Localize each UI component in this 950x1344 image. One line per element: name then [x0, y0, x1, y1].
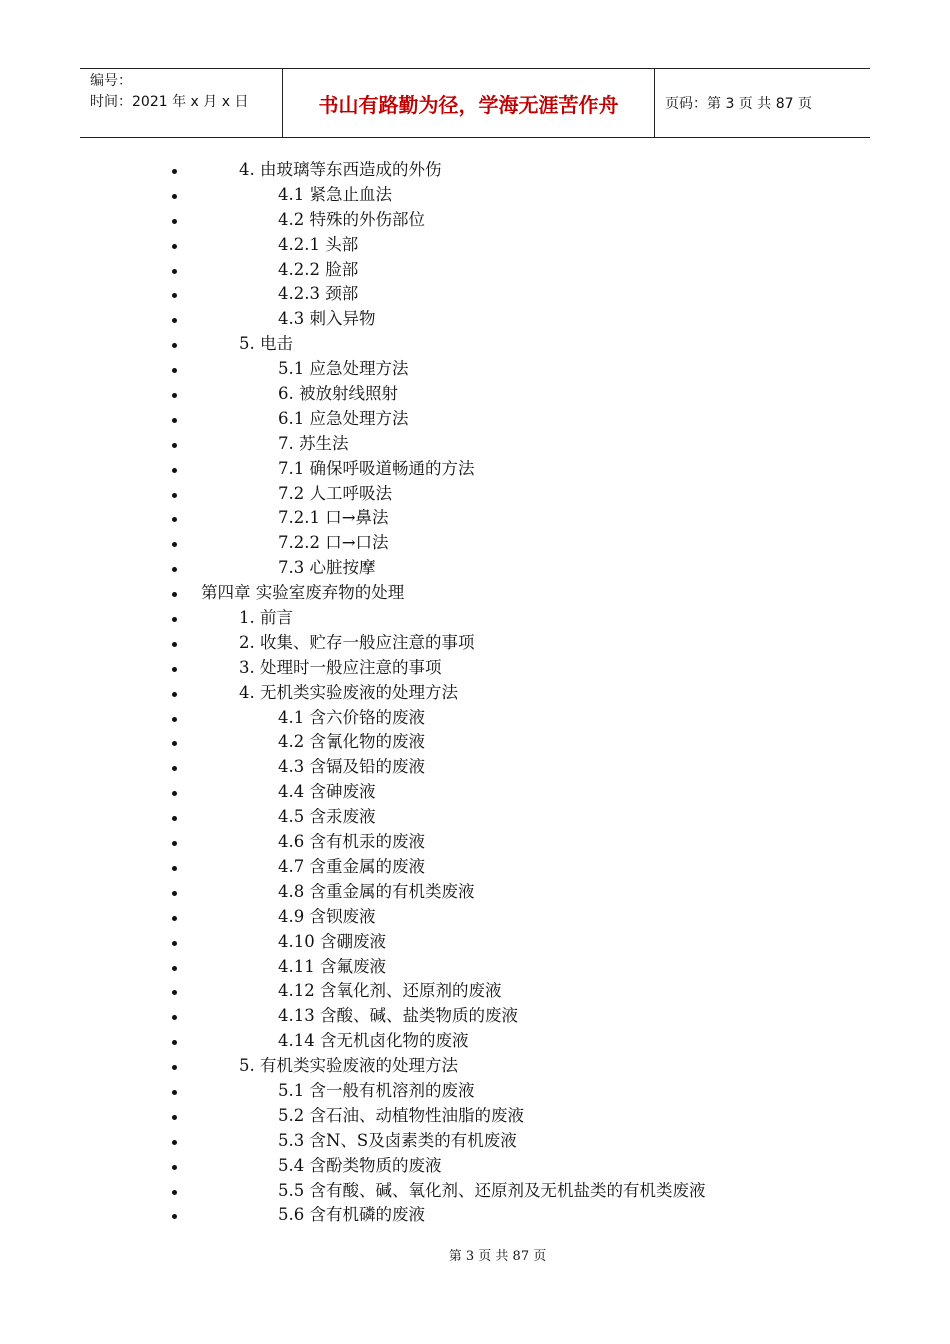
- toc-item-label: 4.10 含硼废液: [278, 931, 386, 951]
- toc-item-label: 6. 被放射线照射: [278, 384, 398, 404]
- bullet-icon: [172, 1090, 177, 1095]
- toc-item-label: 6.1 应急处理方法: [278, 408, 409, 428]
- bullet-icon: [172, 368, 177, 373]
- bullet-icon: [172, 468, 177, 473]
- bullet-icon: [172, 418, 177, 423]
- bullet-icon: [172, 567, 177, 572]
- toc-item: [0, 979, 950, 1004]
- header-meta: [80, 69, 283, 137]
- toc-item: [0, 307, 950, 332]
- toc-item-label: 5.3 含N、S及卤素类的有机废液: [278, 1130, 517, 1150]
- toc-item: [0, 432, 950, 457]
- bullet-icon: [172, 966, 177, 971]
- page-footer: 第 3 页 共 87 页: [448, 1249, 547, 1264]
- toc-item: [0, 506, 950, 531]
- toc-item: [0, 606, 950, 631]
- bullet-icon: [172, 318, 177, 323]
- toc-item-label: 4.5 含汞废液: [278, 807, 376, 827]
- bullet-icon: [172, 717, 177, 722]
- toc-item: [0, 1203, 950, 1228]
- toc-item-label: 4.4 含砷废液: [278, 782, 376, 802]
- toc-item-label: 4.7 含重金属的废液: [278, 856, 425, 876]
- toc-item-label: 4.2 含氰化物的废液: [278, 732, 425, 752]
- bullet-icon: [172, 443, 177, 448]
- toc-item: [0, 1054, 950, 1079]
- bullet-icon: [172, 941, 177, 946]
- toc-item: [0, 955, 950, 980]
- bullet-icon: [172, 542, 177, 547]
- toc-item-label: 4.8 含重金属的有机类废液: [278, 881, 475, 901]
- toc-item-label: 5. 有机类实验废液的处理方法: [239, 1056, 458, 1076]
- bullet-icon: [172, 169, 177, 174]
- toc-item-label: 3. 处理时一般应注意的事项: [239, 657, 442, 677]
- toc-item-label: 4.2.1 头部: [278, 234, 359, 254]
- bullet-icon: [172, 1040, 177, 1045]
- bullet-icon: [172, 990, 177, 995]
- header-page-info: 页码：第 3 页 共 87 页: [665, 96, 812, 112]
- bullet-icon: [172, 493, 177, 498]
- bullet-icon: [172, 1065, 177, 1070]
- bullet-icon: [172, 194, 177, 199]
- toc-item: [0, 1079, 950, 1104]
- document-time-label: 时间：2021 年 x 月 x 日: [90, 94, 249, 110]
- bullet-icon: [172, 1214, 177, 1219]
- bullet-icon: [172, 692, 177, 697]
- toc-item-label: 4.2.2 脸部: [278, 259, 359, 279]
- toc-item-label: 1. 前言: [239, 608, 293, 628]
- bullet-icon: [172, 841, 177, 846]
- toc-item: [0, 930, 950, 955]
- toc-item-label: 7.1 确保呼吸道畅通的方法: [278, 458, 475, 478]
- bullet-icon: [172, 517, 177, 522]
- toc-item: [0, 581, 950, 606]
- toc-item: [0, 482, 950, 507]
- toc-item: [0, 332, 950, 357]
- bullet-icon: [172, 1190, 177, 1195]
- toc-item: [0, 208, 950, 233]
- bullet-icon: [172, 1165, 177, 1170]
- bullet-icon: [172, 741, 177, 746]
- toc-item: [0, 258, 950, 283]
- toc-item: [0, 183, 950, 208]
- bullet-icon: [172, 766, 177, 771]
- toc-item-label: 4.6 含有机汞的废液: [278, 832, 425, 852]
- bullet-icon: [172, 617, 177, 622]
- bullet-icon: [172, 293, 177, 298]
- bullet-icon: [172, 816, 177, 821]
- bullet-icon: [172, 642, 177, 647]
- bullet-icon: [172, 244, 177, 249]
- document-number-label: 编号：: [90, 73, 132, 89]
- toc-item: [0, 357, 950, 382]
- toc-item: [0, 1179, 950, 1204]
- toc-item-label: 7.2.1 口→鼻法: [278, 508, 389, 528]
- toc-item-label: 4.14 含无机卤化物的废液: [278, 1031, 469, 1051]
- toc-item: [0, 531, 950, 556]
- toc-item: [0, 407, 950, 432]
- toc-item: [0, 681, 950, 706]
- toc-item-label: 4.1 含六价铬的废液: [278, 707, 425, 727]
- bullet-icon: [172, 343, 177, 348]
- toc-item-label: 4.11 含氟废液: [278, 956, 386, 976]
- bullet-icon: [172, 866, 177, 871]
- toc-item: [0, 233, 950, 258]
- toc-item: [0, 855, 950, 880]
- toc-item: [0, 1004, 950, 1029]
- toc-item-label: 4.1 紧急止血法: [278, 184, 392, 204]
- toc-item-label: 4.2 特殊的外伤部位: [278, 209, 425, 229]
- toc-item: [0, 556, 950, 581]
- toc-item: [0, 158, 950, 183]
- bullet-icon: [172, 269, 177, 274]
- toc-item: [0, 656, 950, 681]
- toc-item-label: 4.13 含酸、碱、盐类物质的废液: [278, 1006, 518, 1026]
- toc-item-label: 5. 电击: [239, 334, 293, 354]
- bullet-icon: [172, 916, 177, 921]
- toc-item-label: 4.9 含钡废液: [278, 906, 376, 926]
- toc-item-label: 7.2 人工呼吸法: [278, 483, 392, 503]
- toc-item-label: 5.2 含石油、动植物性油脂的废液: [278, 1105, 524, 1125]
- toc-item: [0, 780, 950, 805]
- toc-item: [0, 805, 950, 830]
- toc-item-label: 5.1 应急处理方法: [278, 359, 409, 379]
- toc-item: [0, 382, 950, 407]
- toc-item: [0, 706, 950, 731]
- bullet-icon: [172, 1140, 177, 1145]
- toc-item-label: 4.3 含镉及铅的废液: [278, 757, 425, 777]
- bullet-icon: [172, 393, 177, 398]
- toc-item-label: 4.3 刺入异物: [278, 309, 376, 329]
- toc-item-label: 7.3 心脏按摩: [278, 558, 376, 578]
- toc-item-label: 5.4 含酚类物质的废液: [278, 1155, 442, 1175]
- toc-item: [0, 905, 950, 930]
- bullet-icon: [172, 1015, 177, 1020]
- toc-item-label: 4. 无机类实验废液的处理方法: [239, 682, 458, 702]
- toc-item: [0, 1129, 950, 1154]
- toc-item: [0, 282, 950, 307]
- bullet-icon: [172, 1115, 177, 1120]
- toc-item: [0, 1104, 950, 1129]
- toc-item-label: 7. 苏生法: [278, 433, 349, 453]
- toc-item: [0, 755, 950, 780]
- toc-item-label: 5.5 含有酸、碱、氧化剂、还原剂及无机盐类的有机类废液: [278, 1180, 706, 1200]
- toc-item-label: 5.6 含有机磷的废液: [278, 1205, 425, 1225]
- bullet-icon: [172, 791, 177, 796]
- toc-item: [0, 631, 950, 656]
- header-motto: 书山有路勤为径，学海无涯苦作舟: [283, 69, 655, 137]
- toc-item: [0, 1154, 950, 1179]
- toc-item: [0, 457, 950, 482]
- toc-item: [0, 830, 950, 855]
- toc-item-label: 第四章 实验室废弃物的处理: [201, 583, 405, 603]
- page-header: [80, 68, 870, 138]
- bullet-icon: [172, 891, 177, 896]
- toc-item: [0, 730, 950, 755]
- toc-item-label: 2. 收集、贮存一般应注意的事项: [239, 632, 475, 652]
- toc-item-label: 5.1 含一般有机溶剂的废液: [278, 1080, 475, 1100]
- toc-item-label: 4.12 含氧化剂、还原剂的废液: [278, 981, 502, 1001]
- toc-item: [0, 1029, 950, 1054]
- bullet-icon: [172, 592, 177, 597]
- toc-item-label: 7.2.2 口→口法: [278, 533, 389, 553]
- toc-item-label: 4.2.3 颈部: [278, 284, 359, 304]
- bullet-icon: [172, 219, 177, 224]
- table-of-contents: [0, 158, 950, 1228]
- bullet-icon: [172, 667, 177, 672]
- toc-item-label: 4. 由玻璃等东西造成的外伤: [239, 160, 442, 179]
- toc-item: [0, 880, 950, 905]
